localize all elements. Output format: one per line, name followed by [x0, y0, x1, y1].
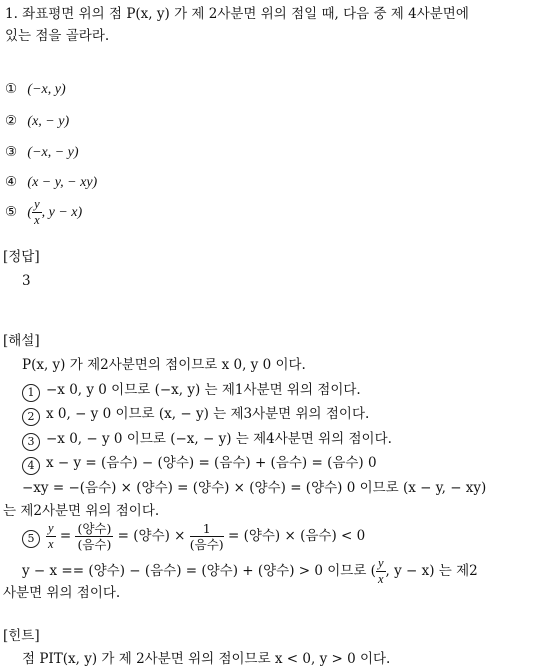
explanation-xy-line: −xy = −(음수) × (양수) = (양수) × (양수) = (양수) 0 이므로 (x − y, − xy): [22, 480, 487, 496]
explanation-item-text: −x 0, − y 0 이므로 (−x, − y) 는 제4사분면 위의 점이다.: [46, 431, 392, 447]
explanation-item-1: [22, 381, 361, 402]
explanation-item-text: x − y = (음수) − (양수) = (음수) + (음수) = (음수) 0: [46, 455, 377, 471]
choice-text-post: , y − x): [41, 205, 83, 220]
choice-5: [5, 198, 82, 227]
hint-text: 점 PIT(x, y) 가 제 2사분면 위의 점이므로 x < 0, y > 0 이다.: [22, 651, 391, 667]
choice-3: [5, 143, 79, 162]
fraction-denominator: x: [48, 537, 54, 551]
hint-label: [힌트]: [3, 628, 40, 644]
choice-2: [5, 112, 69, 131]
explanation-xy-end: 는 제2사분면 위의 점이다.: [3, 503, 160, 519]
equals-sign: =: [55, 528, 76, 544]
circled-number: 3: [22, 433, 40, 451]
answer-label: [정답]: [3, 249, 40, 265]
fraction-numerator: (양수): [77, 521, 112, 536]
circled-number: 4: [22, 457, 40, 475]
explanation-label: [해설]: [3, 333, 40, 349]
fraction-denominator: (음수): [77, 537, 112, 552]
explanation-item-4: [22, 454, 377, 475]
explanation-intro: P(x, y) 가 제2사분면의 점이므로 x 0, y 0 이다.: [22, 357, 306, 373]
explanation-item-5: [22, 518, 365, 554]
choice-number: ③: [5, 144, 18, 160]
choice-text: (x − y, − xy): [27, 175, 98, 190]
fraction-one-over-neg: [190, 522, 224, 551]
question-line-1: 1. 좌표평면 위의 점 P(x, y) 가 제 2사분면 위의 점일 때, 다음 중 제 4사분면에: [5, 6, 469, 22]
expression-text: , y − x) 는 제2: [385, 563, 478, 579]
fraction-denominator: x: [34, 213, 40, 227]
answer-value: 3: [22, 273, 31, 289]
fraction-numerator: y: [34, 197, 40, 211]
fraction-numerator: y: [377, 556, 384, 570]
choice-number: ⑤: [5, 204, 18, 220]
choice-text: (−x, − y): [27, 145, 79, 160]
question-line-2: 있는 점을 골라라.: [5, 28, 110, 44]
choice-text: (x, − y): [27, 114, 70, 129]
explanation-item-text: x 0, − y 0 이므로 (x, − y) 는 제3사분면 위의 점이다.: [46, 406, 370, 422]
fraction-denominator: x: [377, 572, 384, 586]
choice-fraction: [32, 198, 42, 227]
explanation-item-2: [22, 405, 369, 426]
choice-number: ②: [5, 113, 18, 129]
choice-number: ①: [5, 81, 18, 97]
expression-text: y − x == (양수) − (음수) = (양수) + (양수) > 0 이므로 (: [22, 563, 376, 579]
choice-text: (−x, y): [27, 82, 66, 97]
fraction-denominator: (음수): [189, 537, 224, 552]
choice-number: ④: [5, 174, 18, 190]
expression-middle: = (양수) ×: [113, 528, 190, 544]
fraction-y-over-x: [46, 522, 56, 551]
fraction-pos-over-neg: [75, 522, 113, 551]
choice-1: [5, 80, 66, 99]
explanation-item-text: −x 0, y 0 이므로 (−x, y) 는 제1사분면 위의 점이다.: [46, 382, 361, 398]
explanation-end: 사분면 위의 점이다.: [3, 585, 121, 601]
explanation-item-3: [22, 430, 392, 451]
choice-text-pre: (: [27, 205, 33, 220]
circled-number: 2: [22, 408, 40, 426]
expression-tail: = (양수) × (음수) < 0: [223, 528, 366, 544]
fraction-y-over-x: [376, 557, 386, 586]
fraction-numerator: y: [48, 521, 54, 535]
explanation-yx-line: [22, 556, 478, 586]
choice-4: [5, 173, 97, 192]
circled-number: 5: [22, 530, 40, 548]
circled-number: 1: [22, 384, 40, 402]
fraction-numerator: 1: [190, 522, 224, 537]
